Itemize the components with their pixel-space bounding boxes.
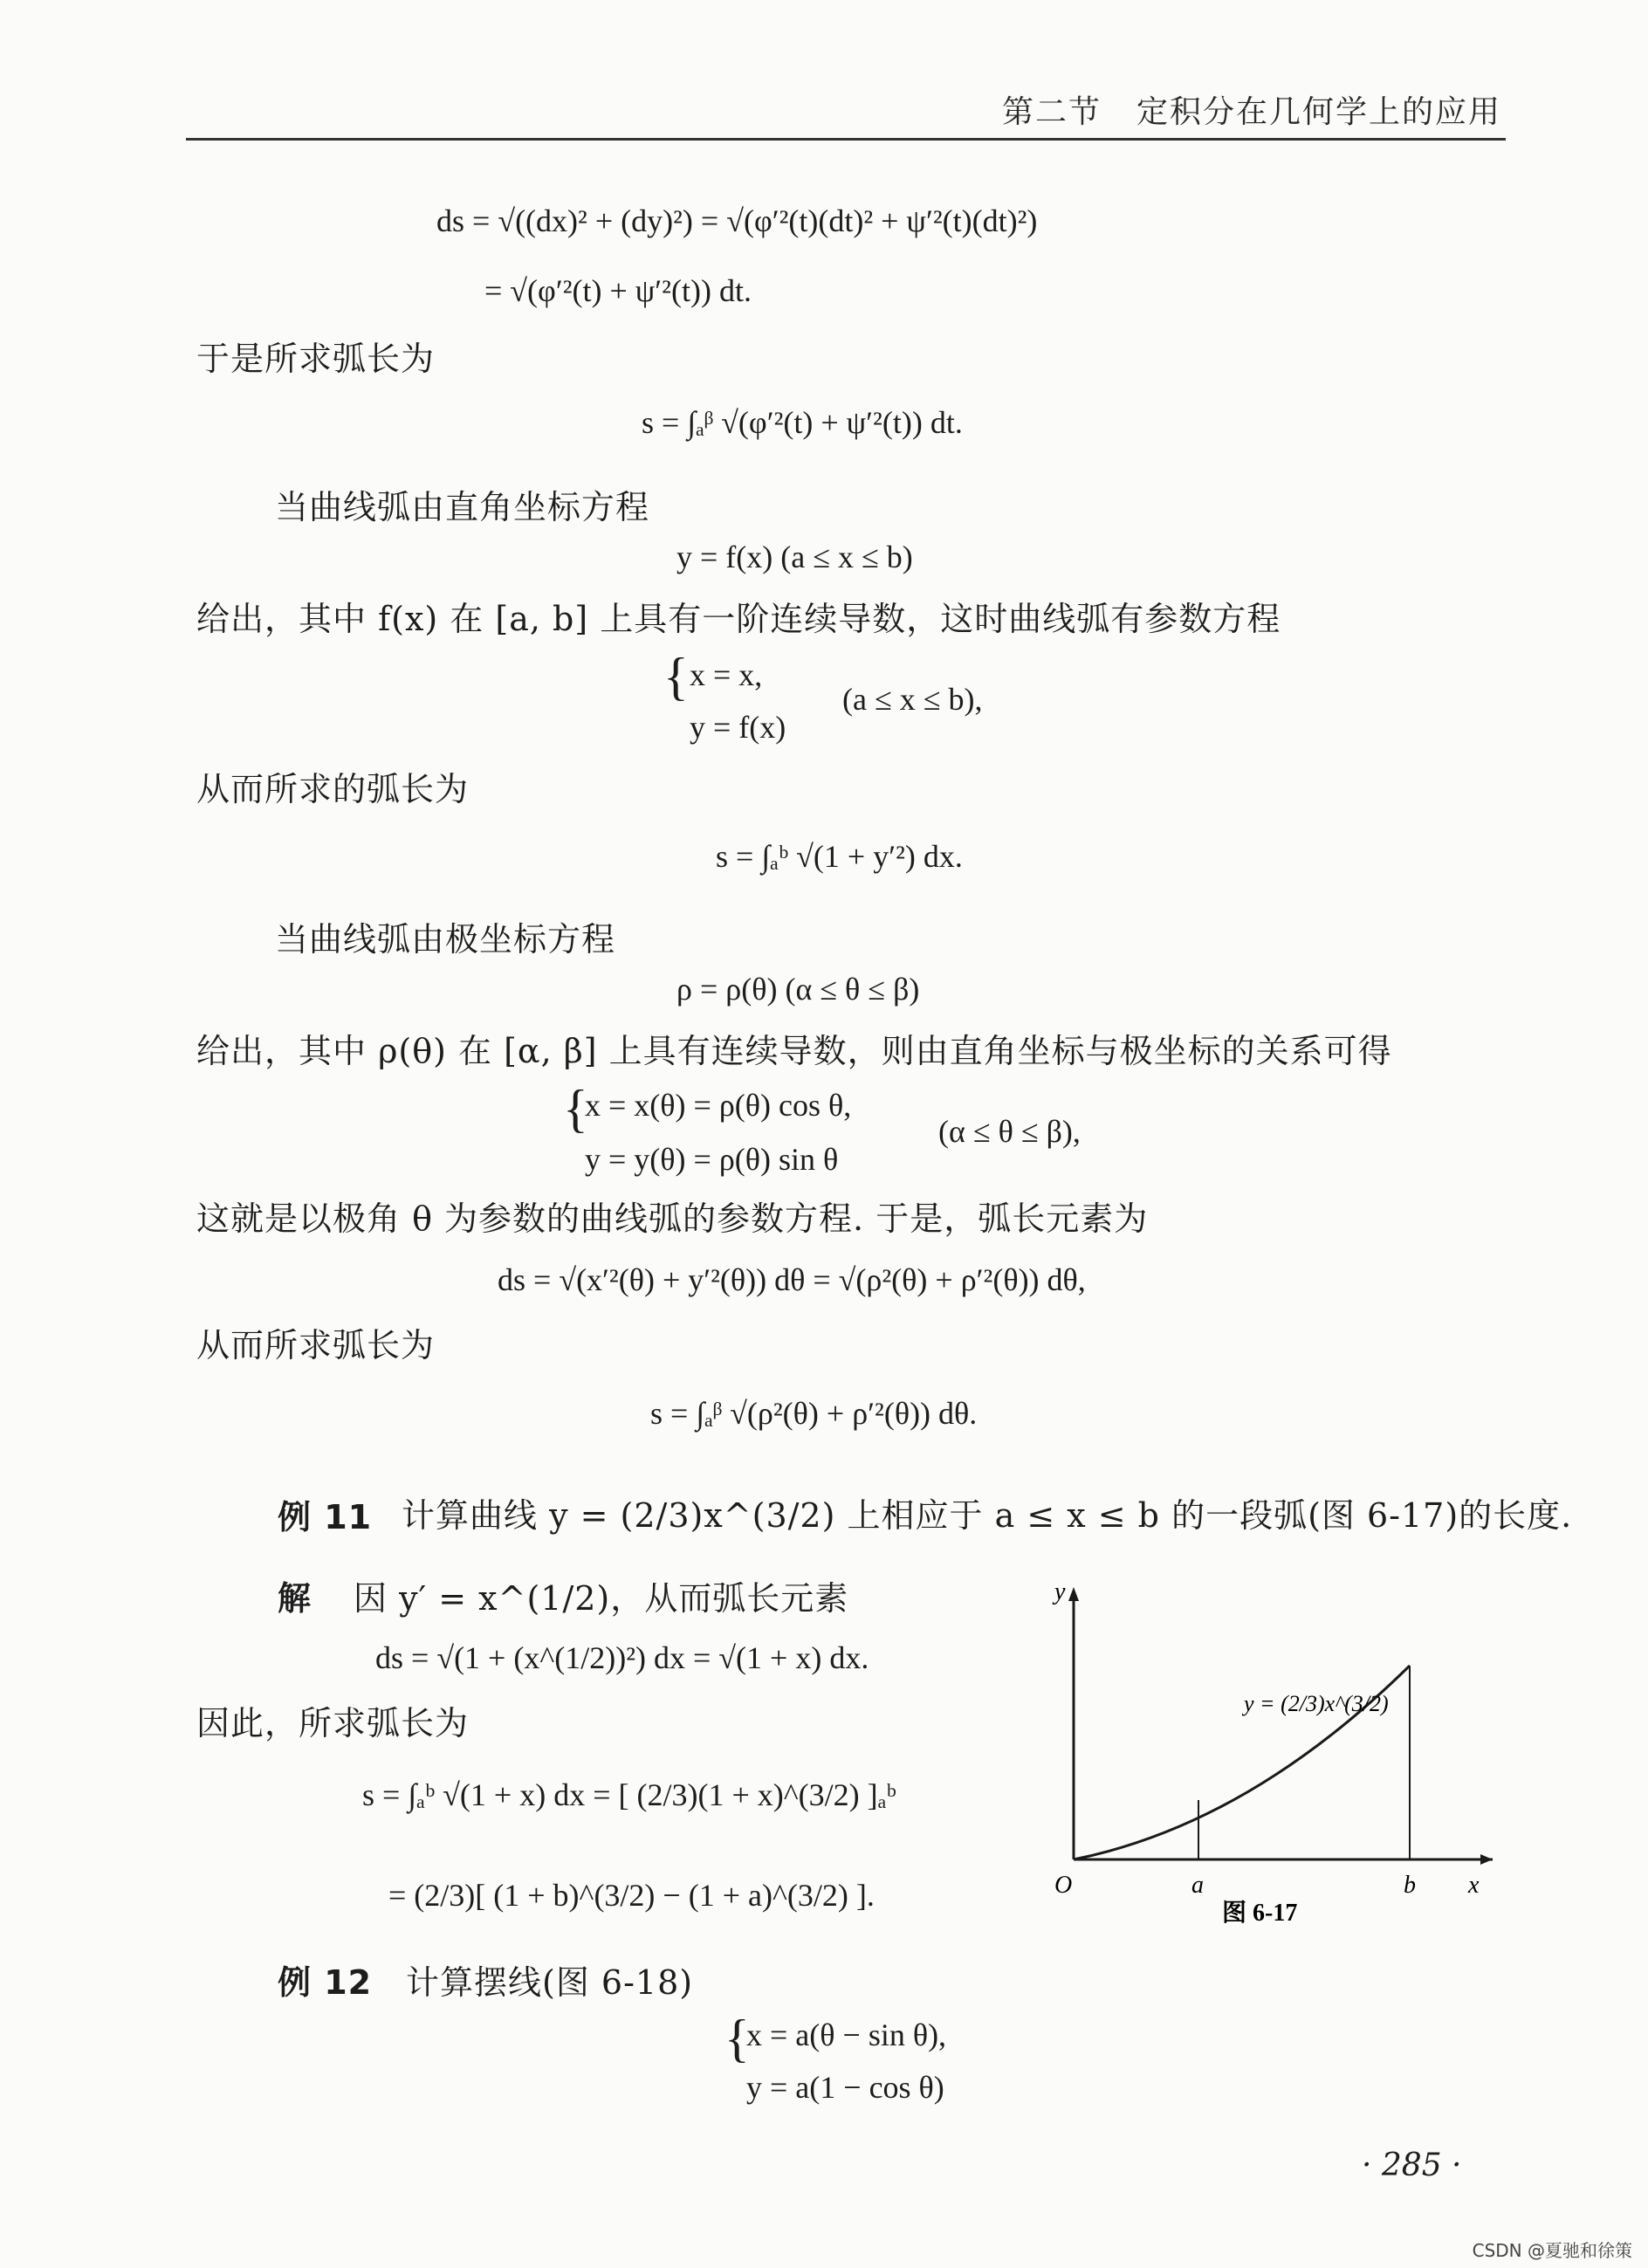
eq-rect-param-y: y = f(x) xyxy=(690,710,786,745)
text-polar-param: 这就是以极角 θ 为参数的曲线弧的参数方程. 于是，弧长元素为 xyxy=(196,1199,1149,1238)
figure-caption: 图 6-17 xyxy=(1222,1900,1298,1927)
text-polar-intro: 当曲线弧由极坐标方程 xyxy=(275,920,616,959)
text-so-arc: 于是所求弧长为 xyxy=(196,340,436,378)
eq-ds-param-2: = √(φ′²(t) + ψ′²(t)) dt. xyxy=(484,273,752,308)
eq-s-polar: s = ∫ₐᵝ √(ρ²(θ) + ρ′²(θ)) dθ. xyxy=(650,1396,978,1431)
eq-s-ex11-1: s = ∫ₐᵇ √(1 + x) dx = [ (2/3)(1 + x)^(3/2) ]ₐᵇ xyxy=(362,1777,896,1812)
ex11-text: 计算曲线 y = (2/3)x^(3/2) 上相应于 a ≤ x ≤ b 的一段弧(图 6-17)的长度. xyxy=(402,1496,1573,1535)
figure-6-17 xyxy=(1030,1571,1501,1938)
ex11-label: 例 11 xyxy=(278,1498,373,1536)
eq-polar: ρ = ρ(θ) (α ≤ θ ≤ β) xyxy=(676,972,920,1007)
eq-polar-x: x = x(θ) = ρ(θ) cos θ, xyxy=(585,1088,852,1123)
tick-a-label: a xyxy=(1191,1872,1204,1899)
brace-cycloid: { xyxy=(724,2010,750,2067)
y-axis-label: y xyxy=(1054,1578,1066,1605)
origin-label: O xyxy=(1054,1872,1073,1899)
running-header xyxy=(1002,87,1501,132)
header-title: 定积分在几何学上的应用 xyxy=(1136,94,1501,130)
eq-cycloid-x: x = a(θ − sin θ), xyxy=(746,2017,947,2052)
solution-text: 因 y′ = x^(1/2)，从而弧长元素 xyxy=(354,1579,849,1618)
x-axis-label: x xyxy=(1468,1872,1480,1899)
text-thus-arc-2: 从而所求弧长为 xyxy=(196,1326,436,1364)
y-axis-arrow-icon xyxy=(1068,1587,1079,1601)
eq-s-param: s = ∫ₐᵝ √(φ′²(t) + ψ′²(t)) dt. xyxy=(642,405,963,440)
eq-s-rect: s = ∫ₐᵇ √(1 + y′²) dx. xyxy=(716,839,963,874)
header-rule xyxy=(186,138,1506,141)
header-section: 第二节 xyxy=(1001,94,1102,130)
text-rect-given: 给出，其中 f(x) 在 [a, b] 上具有一阶连续导数，这时曲线弧有参数方程 xyxy=(196,600,1281,638)
eq-s-ex11-2: = (2/3)[ (1 + b)^(3/2) − (1 + a)^(3/2) ]. xyxy=(388,1878,875,1913)
text-rect-intro: 当曲线弧由直角坐标方程 xyxy=(275,488,650,526)
eq-rect-param-x: x = x, xyxy=(690,657,763,692)
page-number: · 285 · xyxy=(1362,2148,1462,2183)
ex12-label: 例 12 xyxy=(278,1963,373,2002)
watermark: CSDN @夏驰和徐策 xyxy=(1472,2240,1632,2261)
eq-cycloid-y: y = a(1 − cos θ) xyxy=(746,2070,944,2105)
text-thus-arc: 从而所求的弧长为 xyxy=(196,770,470,808)
curve-label: y = (2/3)x^(3/2) xyxy=(1244,1691,1389,1716)
eq-ds-param-1: ds = √((dx)² + (dy)²) = √(φ′²(t)(dt)² + ψ′²(t)(dt)²) xyxy=(436,203,1038,238)
brace-polar: { xyxy=(563,1080,588,1137)
x-axis-arrow-icon xyxy=(1480,1854,1493,1865)
text-therefore: 因此，所求弧长为 xyxy=(196,1704,470,1742)
eq-ds-polar: ds = √(x′²(θ) + y′²(θ)) dθ = √(ρ²(θ) + ρ′²(θ)) dθ, xyxy=(498,1262,1086,1297)
eq-polar-y: y = y(θ) = ρ(θ) sin θ xyxy=(585,1142,839,1177)
ex12-text: 计算摆线(图 6-18) xyxy=(406,1963,694,2002)
eq-rect-param-range: (a ≤ x ≤ b), xyxy=(842,682,983,717)
eq-ds-ex11: ds = √(1 + (x^(1/2))²) dx = √(1 + x) dx. xyxy=(375,1640,869,1675)
eq-polar-range: (α ≤ θ ≤ β), xyxy=(938,1114,1081,1149)
tick-b-label: b xyxy=(1404,1872,1416,1899)
eq-rect: y = f(x) (a ≤ x ≤ b) xyxy=(676,540,913,574)
text-polar-given: 给出，其中 ρ(θ) 在 [α, β] 上具有连续导数，则由直角坐标与极坐标的关系可得 xyxy=(196,1032,1392,1070)
brace-rect: { xyxy=(663,648,689,705)
solution-label: 解 xyxy=(278,1579,312,1618)
